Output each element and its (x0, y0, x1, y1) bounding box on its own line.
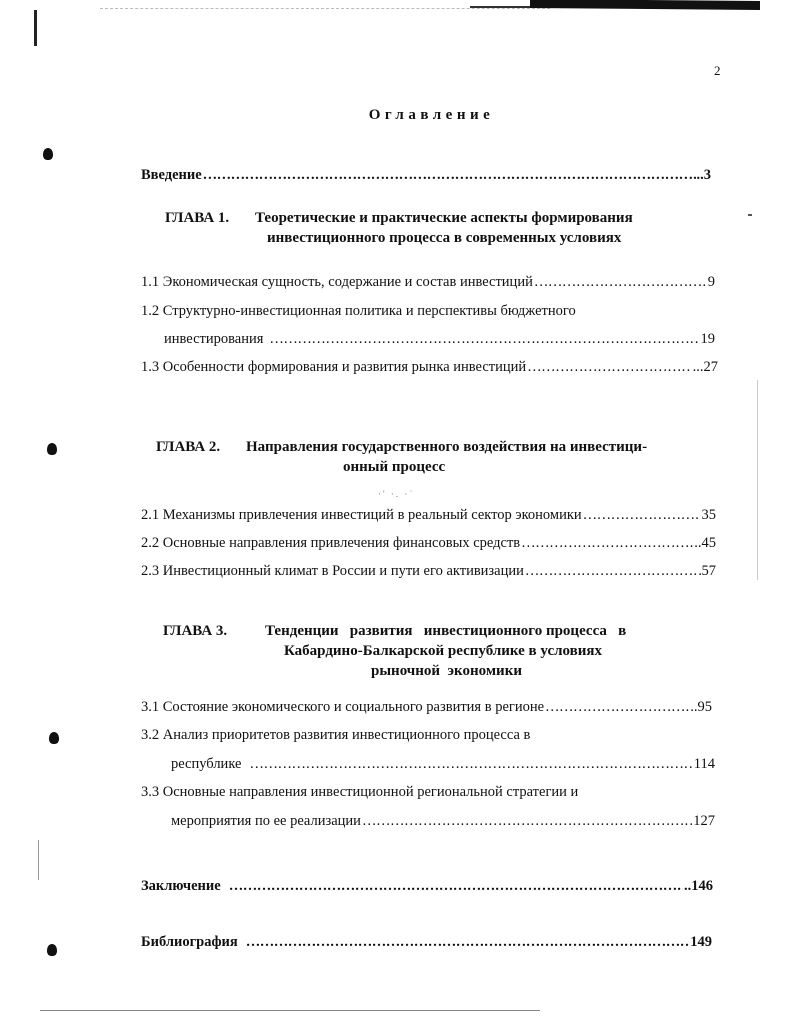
dot-leader (269, 331, 699, 348)
entry-page: 57 (701, 563, 716, 579)
entry-label: 2.3 Инвестиционный климат в России и пути его активизации (141, 563, 524, 579)
dot-leader (362, 813, 692, 830)
toc-entry-conclusion[interactable] (141, 878, 713, 895)
chapter-title-line: онный процесс (343, 459, 446, 475)
scan-edge-dashes (100, 8, 550, 9)
dot-leader (246, 934, 690, 951)
scan-noise: ·' ·. ·˙ (378, 489, 415, 499)
toc-entry-introduction[interactable] (141, 167, 711, 184)
toc-entry-3-2-line1[interactable] (141, 727, 712, 744)
chapter-title-line: Теоретические и практические аспекты формирования (255, 210, 633, 226)
entry-label: 1.3 Особенности формирования и развития рынка инвестиций (141, 359, 527, 375)
toc-entry-1-1[interactable] (141, 274, 715, 291)
entry-label: 3.2 Анализ приоритетов развития инвестиционного процесса в (141, 727, 531, 743)
entry-page: ..3 (696, 167, 711, 183)
page-number: 2 (714, 63, 721, 78)
entry-page: ..45 (694, 535, 716, 551)
toc-entry-1-3[interactable] (141, 359, 718, 376)
toc-title: Оглавление (368, 107, 495, 123)
entry-page: 35 (701, 507, 716, 523)
scan-bottom-line (40, 1010, 540, 1011)
entry-page: 127 (693, 813, 715, 829)
dot-leader (527, 359, 691, 376)
chapter-heading-2 (156, 437, 736, 481)
toc-entry-3-3[interactable] (171, 813, 715, 830)
entry-label: 3.1 Состояние экономического и социального развития в регионе (141, 699, 545, 715)
dot-leader (249, 756, 692, 773)
entry-page: 9 (707, 274, 715, 290)
punch-hole-mark (43, 148, 53, 160)
chapter-heading-1 (165, 208, 725, 252)
entry-label: 1.1 Экономическая сущность, содержание и состав инвестиций (141, 274, 533, 290)
toc-entry-2-1[interactable] (141, 507, 716, 524)
dot-leader (525, 563, 701, 580)
dot-leader (534, 274, 707, 291)
punch-hole-mark (47, 443, 57, 455)
entry-label: Заключение (141, 878, 221, 894)
toc-entry-1-2[interactable] (164, 331, 715, 348)
chapter-title-line: инвестиционного процесса в современных условиях (267, 230, 622, 246)
punch-hole-mark (49, 732, 59, 744)
chapter-number: ГЛАВА 1. (165, 210, 230, 226)
chapter-number: ГЛАВА 2. (156, 439, 221, 455)
entry-label: 1.2 Структурно-инвестиционная политика и перспективы бюджетного (141, 303, 576, 319)
entry-page: 114 (693, 756, 715, 772)
entry-label: инвестирования (164, 331, 264, 347)
entry-page: ..95 (690, 699, 712, 715)
scan-right-line (757, 380, 758, 580)
dot-leader (545, 699, 689, 716)
entry-page: ..146 (684, 878, 713, 894)
entry-page: 19 (700, 331, 715, 347)
punch-hole-mark (47, 944, 57, 956)
entry-label: Библиография (141, 934, 238, 950)
scan-margin-line (34, 10, 37, 46)
chapter-title-line: Тенденции развития инвестиционного процесса в (265, 623, 627, 639)
dot-leader (229, 878, 683, 895)
scan-speck (748, 214, 752, 216)
entry-label: 3.3 Основные направления инвестиционной региональной стратегии и (141, 784, 579, 800)
toc-entry-3-2[interactable] (171, 756, 715, 773)
chapter-title-line: рыночной экономики (371, 663, 522, 679)
scan-edge-bar (530, 0, 760, 10)
chapter-title-line: Направления государственного воздействия на инвестици- (246, 439, 648, 455)
toc-entry-2-3[interactable] (141, 563, 716, 580)
toc-entry-3-3-line1[interactable] (141, 784, 712, 801)
toc-entry-2-2[interactable] (141, 535, 716, 552)
dot-leader (583, 507, 701, 524)
toc-entry-1-2-line1[interactable] (141, 303, 715, 320)
entry-label: 2.2 Основные направления привлечения финансовых средств (141, 535, 521, 551)
entry-label: Введение (141, 167, 202, 183)
dot-leader (521, 535, 693, 552)
chapter-heading-3 (163, 621, 703, 685)
entry-page: 149 (690, 934, 712, 950)
entry-page: ...27 (692, 359, 718, 375)
dot-leader (203, 167, 696, 184)
entry-label: 2.1 Механизмы привлечения инвестиций в реальный сектор экономики (141, 507, 582, 523)
chapter-number: ГЛАВА 3. (163, 623, 228, 639)
toc-entry-bibliography[interactable] (141, 934, 712, 951)
scan-margin-line-faint (38, 840, 39, 880)
entry-label: республике (171, 756, 242, 772)
chapter-title-line: Кабардино-Балкарской республике в условиях (284, 643, 603, 659)
entry-label: мероприятия по ее реализации (171, 813, 361, 829)
toc-entry-3-1[interactable] (141, 699, 712, 716)
